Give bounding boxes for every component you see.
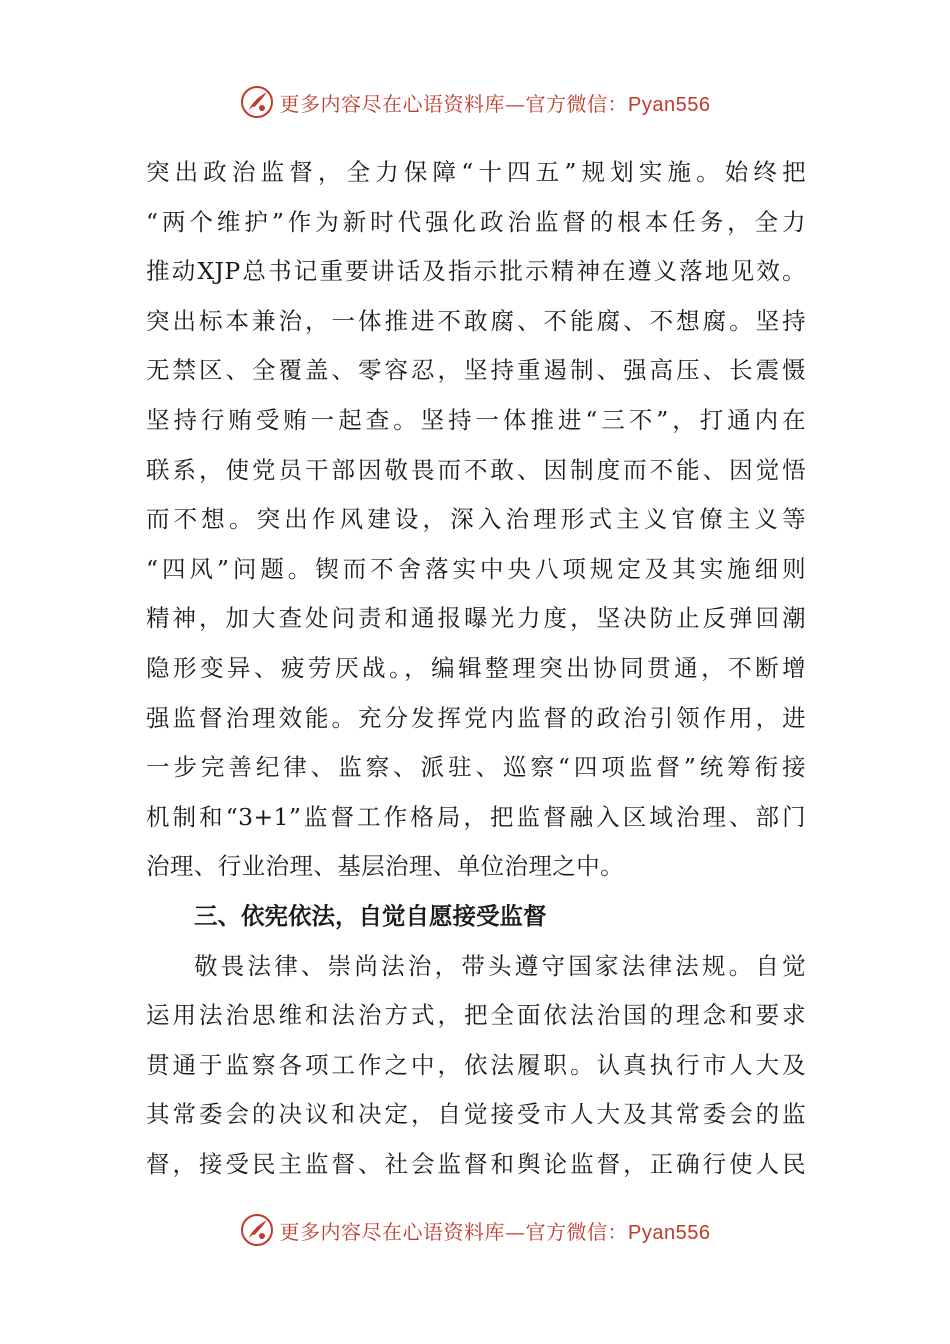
paragraph-line: 推动XJP总书记重要讲话及指示批示精神在遵义落地见效。 — [146, 257, 806, 286]
header-watermark-banner — [0, 82, 950, 122]
paragraph-line: 贯通于监察各项工作之中，依法履职。认真执行市人大及 — [146, 1050, 806, 1079]
paragraph-line: “两个维护”作为新时代强化政治监督的根本任务，全力 — [146, 207, 806, 236]
header-watermark-text: 更多内容尽在心语资料库—官方微信：Pyan556 — [279, 91, 711, 116]
paragraph-line: 突出政治监督，全力保障“十四五”规划实施。始终把 — [146, 158, 806, 186]
quill-pen-logo-icon — [240, 85, 274, 119]
paragraph-line: 联系，使党员干部因敬畏而不敢、因制度而不能、因觉悟 — [146, 455, 806, 484]
paragraph-line: 运用法治思维和法治方式，把全面依法治国的理念和要求 — [146, 1001, 806, 1030]
paragraph-line: 机制和“3+1”监督工作格局，把监督融入区域治理、部门 — [146, 802, 806, 831]
paragraph-line: 而不想。突出作风建设，深入治理形式主义官僚主义等 — [146, 505, 806, 534]
paragraph-line: “四风”问题。锲而不舍落实中央八项规定及其实施细则 — [146, 554, 806, 583]
paragraph-line: 治理、行业治理、基层治理、单位治理之中。 — [146, 852, 624, 881]
paragraph-line: 隐形变异、疲劳厌战。，编辑整理突出协同贯通，不断增 — [146, 653, 806, 682]
paragraph-line: 突出标本兼治，一体推进不敢腐、不能腐、不想腐。坚持 — [146, 306, 806, 335]
paragraph-line: 督，接受民主监督、社会监督和舆论监督，正确行使人民 — [146, 1149, 806, 1178]
footer-watermark-banner — [0, 1210, 950, 1250]
paragraph-line: 敬畏法律、崇尚法治，带头遵守国家法律法规。自觉 — [194, 951, 806, 980]
paragraph-line: 无禁区、全覆盖、零容忍，坚持重遏制、强高压、长震慑 — [146, 356, 806, 385]
paragraph-line: 强监督治理效能。充分发挥党内监督的政治引领作用，进 — [146, 703, 806, 732]
paragraph-line: 其常委会的决议和决定，自觉接受市人大及其常委会的监 — [146, 1100, 806, 1129]
section-heading: 三、依宪依法，自觉自愿接受监督 — [194, 901, 547, 930]
paragraph-line: 坚持行贿受贿一起查。坚持一体推进“三不”，打通内在 — [146, 405, 806, 434]
paragraph-line: 精神，加大查处问责和通报曝光力度，坚决防止反弹回潮 — [146, 604, 806, 633]
paragraph-line: 一步完善纪律、监察、派驻、巡察“四项监督”统筹衔接 — [146, 753, 806, 782]
document-body — [146, 148, 806, 1189]
footer-watermark-text: 更多内容尽在心语资料库—官方微信：Pyan556 — [279, 1219, 711, 1244]
quill-pen-logo-icon — [240, 1213, 274, 1247]
